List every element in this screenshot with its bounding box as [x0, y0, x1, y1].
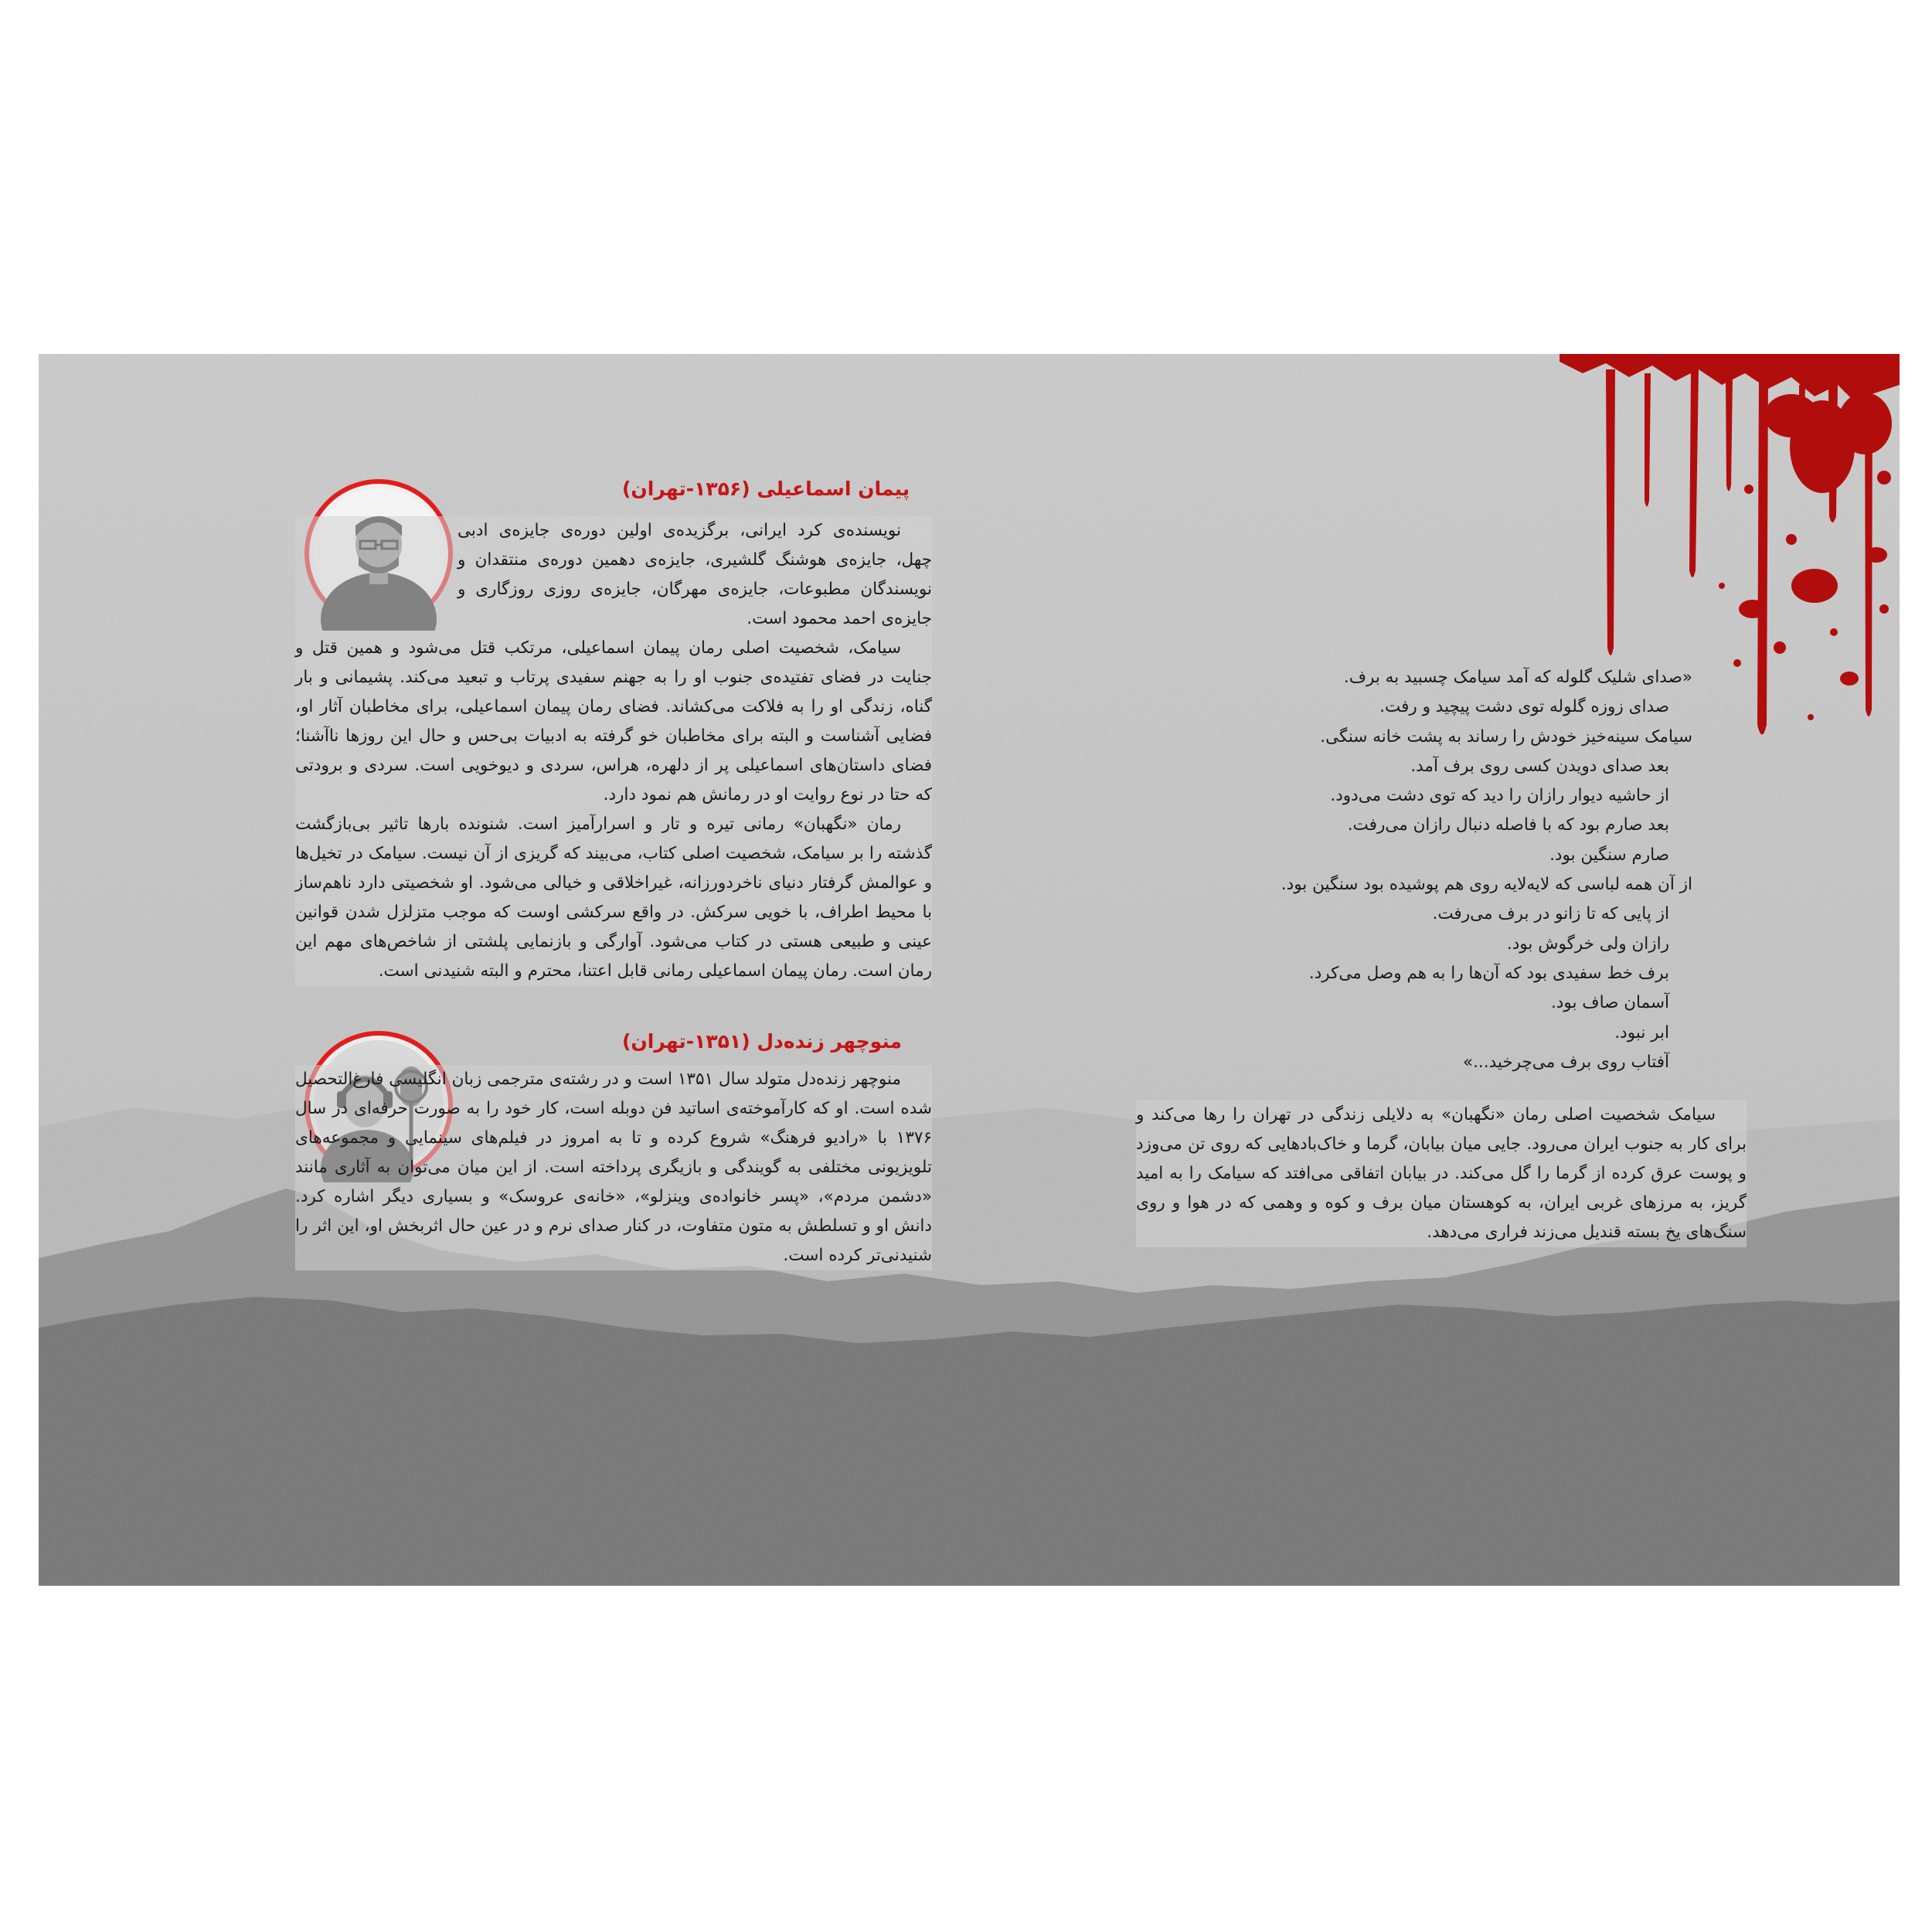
author1-title: پیمان اسماعیلی (۱۳۵۶-تهران) [622, 478, 910, 500]
poem-line: آفتاب روی برف می‌چرخید...» [1462, 1052, 1669, 1072]
summary-paragraph: سیامک شخصیت اصلی رمان «نگهبان» به دلایلی زندگی در تهران را رها می‌کند و برای کار به جنوب ایران می‌رود. جایی میان بیابان، گرما و خاک‌بادهایی که روی تن می‌وزد و پوست عرق کرده از گرما را گل می‌کند. در بیابان اتفاقی می‌افتد که سیامک را به امید گریز، به مرزهای غربی ایران، به کوهستان میان برف و کوه و وهمی که در هوا و روی سنگ‌های یخ بسته قندیل می‌زند فراری می‌دهد. [1136, 1105, 1747, 1242]
poem-line: رازان ولی خرگوش بود. [1506, 934, 1669, 954]
poem-line: از پایی که تا زانو در برف می‌رفت. [1432, 904, 1669, 924]
poem-line: از حاشیه دیوار رازان را دید که توی دشت می‌دود. [1330, 786, 1669, 806]
novel-summary [1136, 1100, 1747, 1247]
poem-line: سیامک سینه‌خیز خودش را رساند به پشت خانه سنگی. [1320, 726, 1692, 747]
poem-line: برف خط سفیدی بود که آن‌ها را به هم وصل می‌کرد. [1308, 963, 1669, 983]
author1-para1: نویسنده‌ی کرد ایرانی، برگزیده‌ی اولین دوره‌ی جایزه‌ی ادبی چهل، جایزه‌ی هوشنگ گلشیری، جایزه‌ی دهمین دوره‌ی منتقدان و نویسندگان مطبوعات، جایزه‌ی مهرگان، جایزه‌ی روزی روزگاری و جایزه‌ی احمد محمود است. [457, 521, 932, 628]
poem-line: آسمان صاف بود. [1550, 993, 1669, 1013]
author1-para3: رمان «نگهبان» رمانی تیره و تار و اسرارآمیز است. شنونده بارها تاثیر بی‌بازگشت گذشته را بر سیامک، شخصیت اصلی کتاب، می‌بیند که گریزی از آن نیست. سیامک در تخیل‌ها و عوالمش گرفتار دنیای ناخردورزانه، غیراخلاقی و خیالی می‌شود. او شخصیتی دارد ناهم‌ساز با محیط اطراف، با خویی سرکش. در واقع سرکشی اوست که موجب متزلزل شدن قوانین عینی و طبیعی هستی در کتاب می‌شود. آوارگی و بازنمایی پلشتی از شاخص‌های مهم این رمان است. رمان پیمان اسماعیلی رمانی قابل اعتنا، محترم و البته شنیدنی است. [295, 815, 932, 981]
poem-line: بعد صارم بود که با فاصله دنبال رازان می‌رفت. [1347, 815, 1669, 835]
book-spread [39, 354, 1900, 1586]
poem-line: «صدای شلیک گلوله که آمد سیامک چسبید به برف. [1343, 668, 1692, 687]
author2-title: منوچهر زنده‌دل (۱۳۵۱-تهران) [622, 1030, 902, 1053]
poem-line: بعد صدای دویدن کسی روی برف آمد. [1410, 756, 1669, 776]
poem-line: صدای زوزه گلوله توی دشت پیچید و رفت. [1379, 697, 1669, 717]
poem-excerpt [1043, 663, 1692, 1077]
author1-bio [295, 516, 932, 986]
author2-para1: منوچهر زنده‌دل متولد سال ۱۳۵۱ است و در رشته‌ی مترجمی زبان انگلیسی فارغ‌التحصیل شده است. او که کارآموخته‌ی اساتید فن دوبله است، کار خود را به صورت حرفه‌ای در سال ۱۳۷۶ با «رادیو فرهنگ» شروع کرده و تا به امروز در فیلم‌های سینمایی و مجموعه‌های تلویزیونی مختلفی به گویندگی و بازیگری پرداخته است. از این میان می‌توان به آثاری مانند «دشمن مردم»، «پسر خانواده‌ی وینزلو»، «خانه‌ی عروسک» و بسیاری دیگر اشاره کرد. دانش او و تسلطش به متون متفاوت، در کنار صدای نرم و در عین حال اثربخش او، این اثر را شنیدنی‌تر کرده است. [295, 1070, 932, 1265]
poem-line: از آن همه لباسی که لایه‌لایه روی هم پوشیده بود سنگین بود. [1281, 875, 1692, 895]
poem-line: ابر نبود. [1614, 1022, 1669, 1043]
poem-line: صارم سنگین بود. [1549, 845, 1669, 865]
author1-para2: سیامک، شخصیت اصلی رمان پیمان اسماعیلی، مرتکب قتل می‌شود و همین قتل و جنایت در فضای تفتیده‌ی جنوب او را به جهنم سفیدی پرتاب و تبعید می‌کند. پشیمانی و بار گناه، زندگی او را به فلاکت می‌کشاند. فضای رمان پیمان اسماعیلی، برای مخاطبان آثار او، فضایی آشناست و البته برای مخاطبان خو گرفته به ادبیات بی‌حس و حال این روزها ناآشنا؛ فضای داستان‌های اسماعیلی پر از دلهره، هراس، سردی و دیوخویی است. سردی و برودتی که حتا در نوع روایت او در رمانش هم نمود دارد. [295, 638, 932, 804]
author2-bio [295, 1065, 932, 1270]
